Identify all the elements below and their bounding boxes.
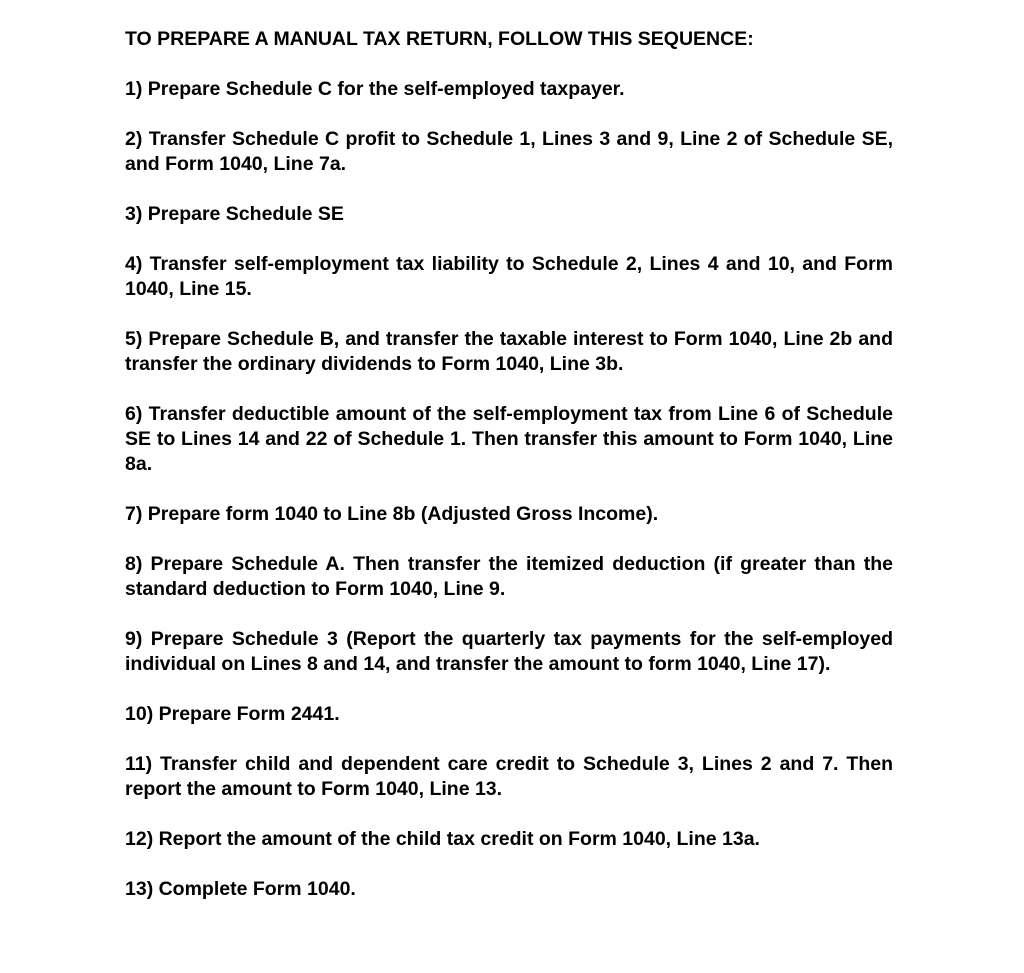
step-item-8: 8) Prepare Schedule A. Then transfer the itemized deduction (if greater than the standard deduction to Form 1040, Line 9.: [125, 553, 893, 600]
step-item-3: 3) Prepare Schedule SE: [125, 203, 344, 225]
step-item-10: 10) Prepare Form 2441.: [125, 703, 340, 725]
page-title: TO PREPARE A MANUAL TAX RETURN, FOLLOW THIS SEQUENCE:: [125, 28, 754, 50]
step-item-4: 4) Transfer self-employment tax liability to Schedule 2, Lines 4 and 10, and Form 1040, Line 15.: [125, 253, 893, 300]
step-item-2: 2) Transfer Schedule C profit to Schedule 1, Lines 3 and 9, Line 2 of Schedule SE, and Form 1040, Line 7a.: [125, 128, 893, 175]
step-item-11: 11) Transfer child and dependent care credit to Schedule 3, Lines 2 and 7. Then report the amount to Form 1040, Line 13.: [125, 753, 893, 800]
step-item-5: 5) Prepare Schedule B, and transfer the taxable interest to Form 1040, Line 2b and transfer the ordinary dividends to Form 1040, Line 3b.: [125, 328, 893, 375]
step-item-13: 13) Complete Form 1040.: [125, 878, 356, 900]
step-list: [125, 77, 893, 902]
step-item-1: 1) Prepare Schedule C for the self-employed taxpayer.: [125, 78, 625, 100]
document-body: [125, 27, 893, 902]
step-item-9: 9) Prepare Schedule 3 (Report the quarterly tax payments for the self-employed individual on Lines 8 and 14, and transfer the amount to form 1040, Line 17).: [125, 628, 893, 675]
step-item-6: 6) Transfer deductible amount of the self-employment tax from Line 6 of Schedule SE to Lines 14 and 22 of Schedule 1. Then transfer this amount to Form 1040, Line 8a.: [125, 403, 893, 475]
step-item-7: 7) Prepare form 1040 to Line 8b (Adjusted Gross Income).: [125, 503, 659, 525]
step-item-12: 12) Report the amount of the child tax credit on Form 1040, Line 13a.: [125, 828, 760, 850]
